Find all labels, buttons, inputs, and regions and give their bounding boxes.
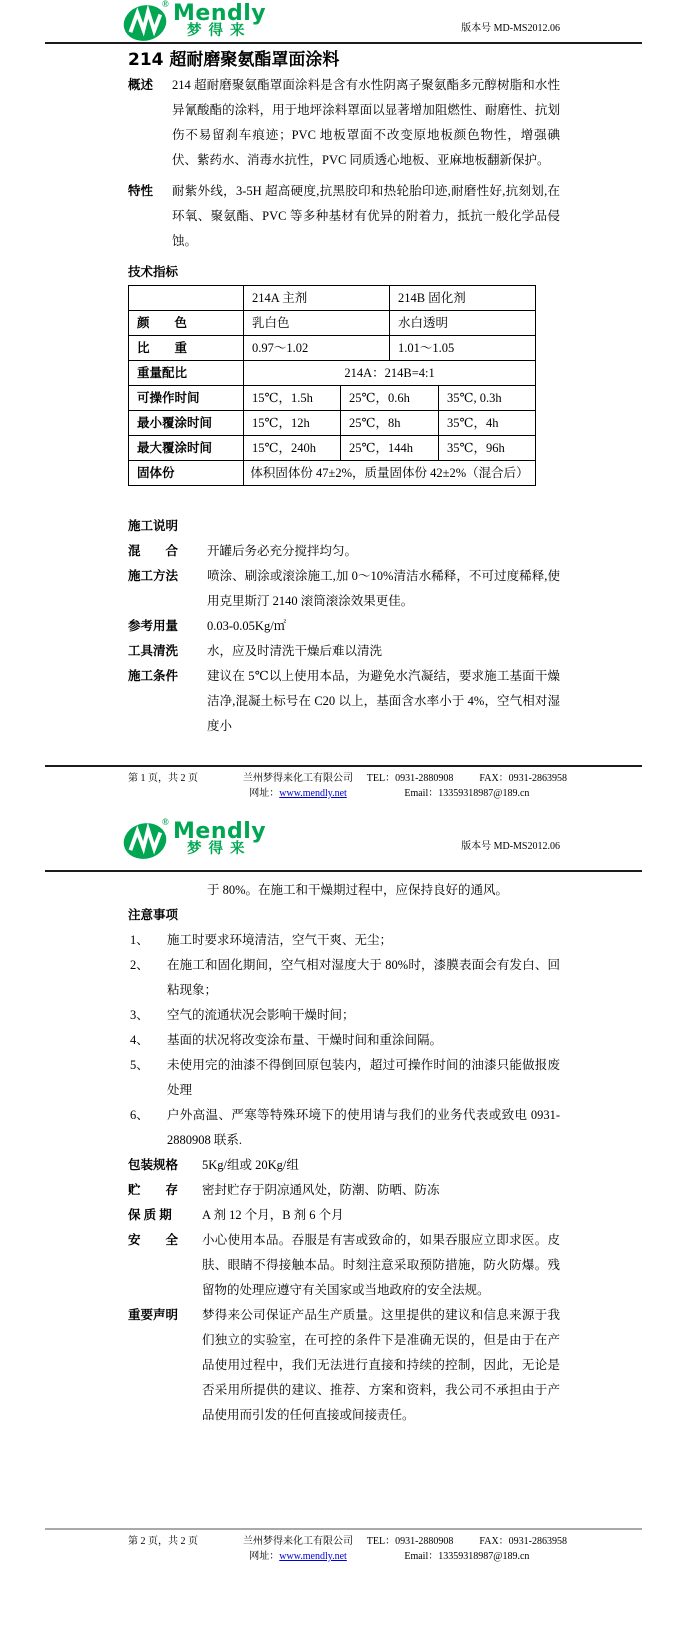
spec-label-ratio: 重量配比 <box>129 361 244 386</box>
item-disclaimer <box>128 1303 560 1428</box>
item-text: 水，应及时清洗干燥后难以清洗 <box>207 644 383 658</box>
item-label-blank <box>128 878 207 903</box>
mendly-logo-icon <box>122 821 168 861</box>
version-label: 版本号 MD-MS2012.06 <box>461 841 560 852</box>
item-text: 5Kg/组或 20Kg/组 <box>202 1158 299 1172</box>
item-text: A 剂 12 个月，B 剂 6 个月 <box>202 1208 344 1222</box>
website-label: 网址： <box>249 788 280 799</box>
brand-name: Mendly <box>173 1 267 26</box>
overview-label: 概述 <box>128 78 154 92</box>
note-row <box>128 1053 560 1103</box>
spec-cell: 乳白色 <box>244 311 390 336</box>
item-coverage <box>128 614 560 639</box>
item-text: 开罐后务必充分搅拌均匀。 <box>207 544 358 558</box>
spec-label-solids: 固体份 <box>129 461 244 486</box>
footer-company-block <box>229 771 366 801</box>
fax-label: FAX：0931-2863958 <box>479 773 567 784</box>
spec-cell: 35℃，4h <box>439 411 536 436</box>
website-line <box>229 786 366 801</box>
spec-row-max-recoat <box>129 436 536 461</box>
item-packaging <box>128 1153 560 1178</box>
page2-header <box>0 808 687 870</box>
notes-heading: 注意事项 <box>128 908 179 922</box>
tel-fax-line <box>367 771 567 786</box>
note-number: 6、 <box>130 1108 149 1122</box>
continuation-text: 于 80%。在施工和干燥期过程中，应保持良好的通风。 <box>207 883 509 897</box>
item-label: 参考用量 <box>128 619 179 633</box>
page-number: 第 2 页，共 2 页 <box>128 1536 198 1547</box>
page2-header-rule <box>45 870 642 872</box>
note-number: 4、 <box>130 1033 149 1047</box>
item-text: 喷涂、刷涂或滚涂施工,加 0～10%清洁水稀释，不可过度稀释,使用克里斯汀 2140 滚筒滚涂效果更佳。 <box>207 569 560 608</box>
spec-header-row <box>129 286 536 311</box>
spec-cell: 15℃，240h <box>244 436 341 461</box>
footer-contact-block <box>367 771 567 801</box>
spec-cell-ratio-value: 214A：214B=4:1 <box>244 361 536 386</box>
item-label: 施工方法 <box>128 569 179 583</box>
tel-label: TEL：0931-2880908 <box>366 773 454 784</box>
note-text: 施工时要求环境清洁，空气干爽、无尘； <box>167 933 393 947</box>
footer-company-block <box>229 1534 366 1564</box>
logo-text <box>173 3 266 43</box>
spec-cell: 15℃，1.5h <box>244 386 341 411</box>
page1-content <box>128 49 560 739</box>
spec-row-color <box>129 311 536 336</box>
spec-cell: 25℃，0.6h <box>341 386 439 411</box>
spec-cell-solids-value: 体积固体份 47±2%，质量固体份 42±2%（混合后） <box>244 461 536 486</box>
brand-name-cn: 梦得来 <box>187 841 252 857</box>
spec-table <box>128 285 536 486</box>
item-shelf-life <box>128 1203 560 1228</box>
spec-label-max-recoat: 最大覆涂时间 <box>129 436 244 461</box>
section-overview <box>128 73 560 173</box>
mendly-logo-icon <box>122 3 168 43</box>
spec-cell: 水白透明 <box>390 311 536 336</box>
spec-row-min-recoat <box>129 411 536 436</box>
item-storage <box>128 1178 560 1203</box>
note-row <box>128 928 560 953</box>
company-name: 兰州梦得来化工有限公司 <box>243 1536 354 1547</box>
spec-cell-214b: 214B 固化剂 <box>390 286 536 311</box>
item-text: 0.03-0.05Kg/㎡ <box>207 619 287 633</box>
features-text: 耐紫外线，3-5H 超高硬度,抗黑胶印和热轮胎印迹,耐磨性好,抗刻划,在环氧、聚氨酯、PVC 等多种基材有优异的附着力，抵抗一般化学品侵蚀。 <box>172 184 560 248</box>
registered-mark: ® <box>162 817 169 827</box>
note-row <box>128 1003 560 1028</box>
page2-footer <box>128 1530 567 1564</box>
page1-footer <box>128 767 567 801</box>
mendly-logo <box>122 0 267 43</box>
item-label: 工具清洗 <box>128 644 179 658</box>
email-label: Email：13359318987@189.cn <box>404 1551 530 1562</box>
spec-cell: 25℃，8h <box>341 411 439 436</box>
footer-contact-block <box>367 1534 567 1564</box>
registered-mark: ® <box>162 0 169 9</box>
mendly-logo <box>122 817 267 861</box>
logo-text <box>173 821 266 861</box>
spec-label-pot-life: 可操作时间 <box>129 386 244 411</box>
website-link[interactable]: www.mendly.net <box>279 1551 347 1562</box>
spec-row-solids <box>129 461 536 486</box>
email-label: Email：13359318987@189.cn <box>404 788 530 799</box>
note-row <box>128 953 560 1003</box>
spec-cell: 35℃，96h <box>439 436 536 461</box>
page1-header <box>0 0 687 42</box>
spec-row-gravity <box>129 336 536 361</box>
item-label: 保 质 期 <box>128 1208 172 1222</box>
spec-cell: 1.01～1.05 <box>390 336 536 361</box>
spec-label-gravity: 比 重 <box>129 336 244 361</box>
spec-cell: 35℃, 0.3h <box>439 386 536 411</box>
spec-cell: 0.97～1.02 <box>244 336 390 361</box>
website-line <box>229 1549 366 1564</box>
item-text: 梦得来公司保证产品生产质量。这里提供的建议和信息来源于我们独立的实验室，在可控的条件下是准确无误的，但是由于在产品使用过程中，我们无法进行直接和持续的控制，因此，无论是否采用所提供的建议、推荐、方案和资料，我公司不承担由于产品使用而引发的任何直接或间接责任。 <box>202 1308 560 1422</box>
item-label: 贮 存 <box>128 1183 179 1197</box>
note-number: 5、 <box>130 1058 149 1072</box>
spec-cell: 25℃，144h <box>341 436 439 461</box>
note-text: 在施工和固化期间，空气相对湿度大于 80%时，漆膜表面会有发白、回粘现象； <box>167 958 560 997</box>
item-label: 安 全 <box>128 1233 179 1247</box>
note-number: 2、 <box>130 958 149 972</box>
features-label: 特性 <box>128 184 154 198</box>
item-label: 混 合 <box>128 544 179 558</box>
brand-name: Mendly <box>173 819 267 844</box>
website-label: 网址： <box>249 1551 280 1562</box>
brand-name-cn: 梦得来 <box>187 23 252 39</box>
spec-row-pot-life <box>129 386 536 411</box>
item-label: 重要声明 <box>128 1308 179 1322</box>
item-label: 包装规格 <box>128 1158 179 1172</box>
conditions-continuation <box>128 878 560 903</box>
spec-label-color: 颜 色 <box>129 311 244 336</box>
note-text: 户外高温、严寒等特殊环境下的使用请与我们的业务代表或致电 0931-2880908 联系. <box>167 1108 560 1147</box>
note-number: 3、 <box>130 1008 149 1022</box>
fax-label: FAX：0931-2863958 <box>479 1536 567 1547</box>
item-mixing <box>128 539 560 564</box>
page-title: 214 超耐磨聚氨酯罩面涂料 <box>128 50 340 70</box>
item-text: 小心使用本品。吞服是有害或致命的，如果吞服应立即求医。皮肤、眼睛不得接触本品。时刻注意采取预防措施，防火防爆。残留物的处理应遵守有关国家或当地政府的安全法规。 <box>202 1233 560 1297</box>
item-label: 施工条件 <box>128 669 179 683</box>
website-link[interactable]: www.mendly.net <box>279 788 347 799</box>
item-conditions <box>128 664 560 739</box>
spec-row-ratio <box>129 361 536 386</box>
item-method <box>128 564 560 614</box>
note-row <box>128 1103 560 1153</box>
tech-specs-heading: 技术指标 <box>128 265 179 279</box>
item-cleaning <box>128 639 560 664</box>
item-text: 密封贮存于阴凉通风处，防潮、防晒、防冻 <box>202 1183 440 1197</box>
note-text: 空气的流通状况会影响干燥时间； <box>167 1008 355 1022</box>
item-text: 建议在 5℃以上使用本品，为避免水汽凝结，要求施工基面干燥洁净,混凝土标号在 C20 以上，基面含水率小于 4%，空气相对湿度小 <box>207 669 560 733</box>
item-safety <box>128 1228 560 1303</box>
spec-cell-214a: 214A 主剂 <box>244 286 390 311</box>
spec-cell: 15℃，12h <box>244 411 341 436</box>
note-number: 1、 <box>130 933 149 947</box>
spec-cell-blank <box>129 286 244 311</box>
page2-content <box>128 878 560 1428</box>
tel-label: TEL：0931-2880908 <box>366 1536 454 1547</box>
section-features <box>128 179 560 254</box>
overview-text: 214 超耐磨聚氨酯罩面涂料是含有水性阴离子聚氨酯多元醇树脂和水性异氰酸酯的涂料，用于地坪涂料罩面以显著增加阻燃性、耐磨性、抗划伤不易留刹车痕迹；PVC 地板罩面不改变原地板颜色物性，增强碘伏、紫药水、消毒水抗性，PVC 同质透心地板、亚麻地板翻新保护。 <box>172 78 560 167</box>
page-number: 第 1 页，共 2 页 <box>128 773 198 784</box>
note-text: 未使用完的油漆不得倒回原包装内，超过可操作时间的油漆只能做报废处理 <box>167 1058 560 1097</box>
company-name: 兰州梦得来化工有限公司 <box>243 773 354 784</box>
note-text: 基面的状况将改变涂布量、干燥时间和重涂间隔。 <box>167 1033 443 1047</box>
construction-heading: 施工说明 <box>128 519 179 533</box>
spec-label-min-recoat: 最小覆涂时间 <box>129 411 244 436</box>
version-label: 版本号 MD-MS2012.06 <box>461 23 560 34</box>
tel-fax-line <box>367 1534 567 1549</box>
note-row <box>128 1028 560 1053</box>
